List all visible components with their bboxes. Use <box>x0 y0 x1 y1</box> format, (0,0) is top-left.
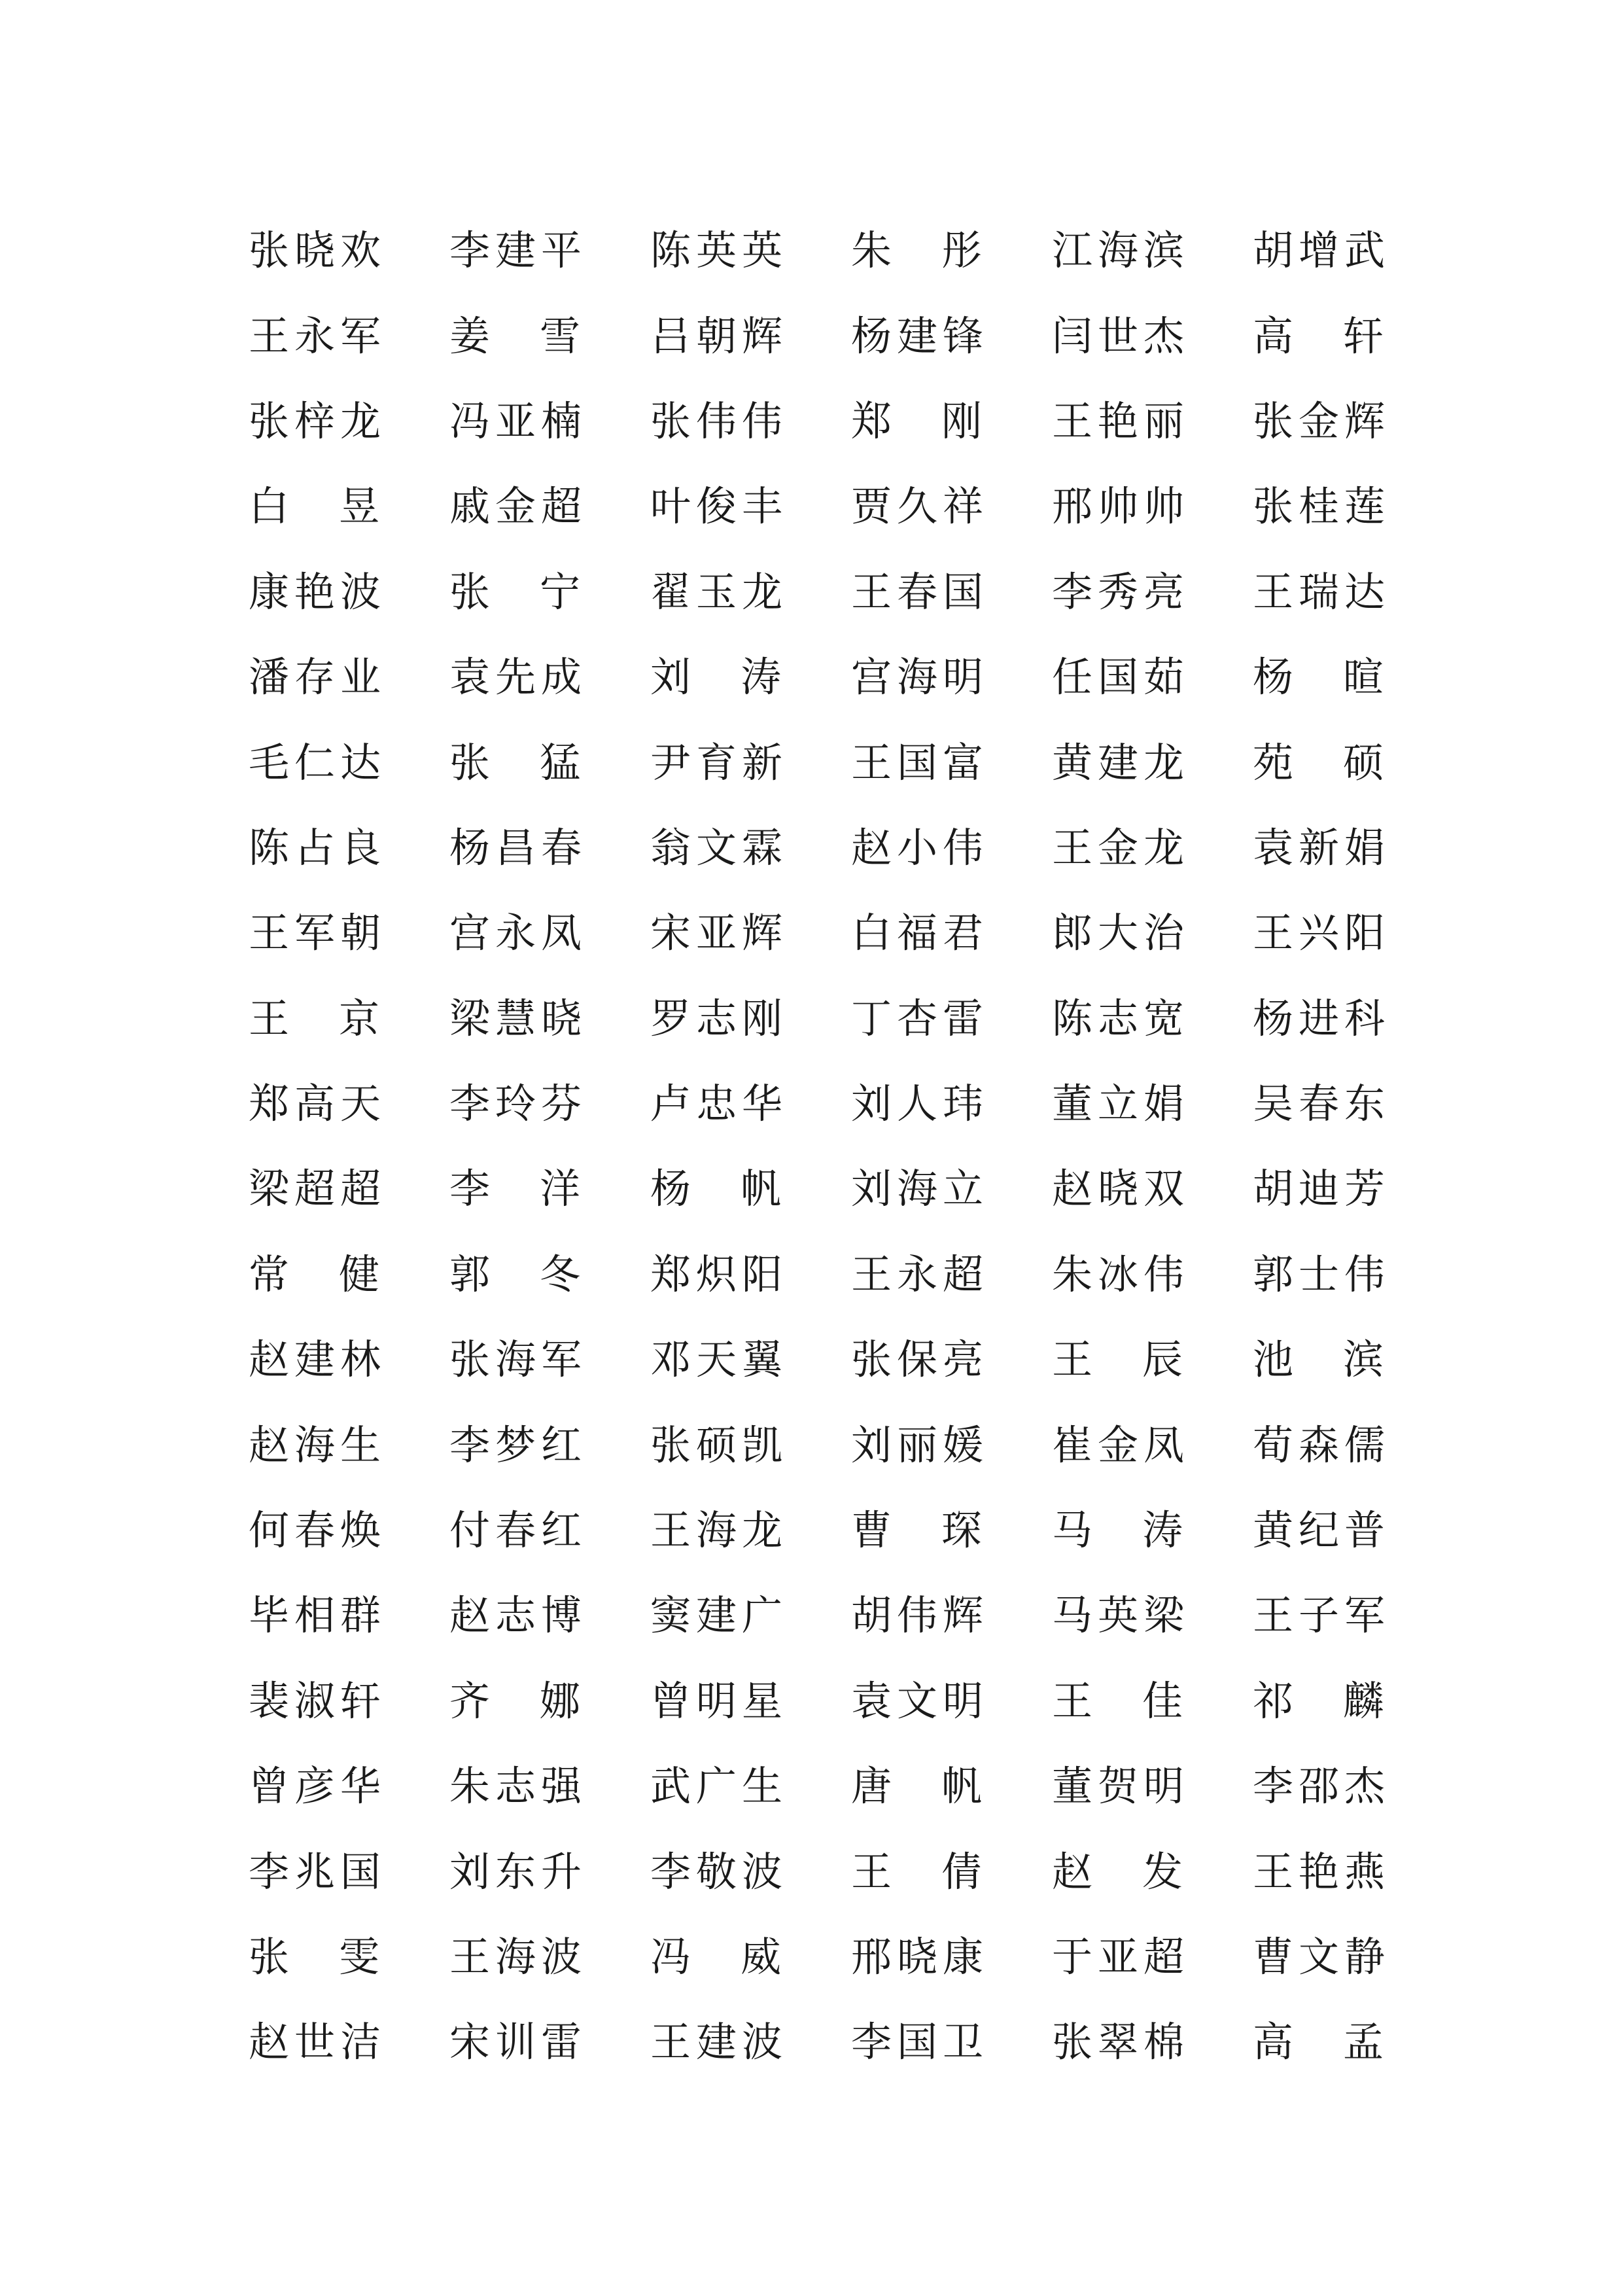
name-char: 猛 <box>539 738 580 786</box>
name-cell: 叶俊丰 <box>650 482 788 531</box>
name-char: 孟 <box>1342 2018 1384 2066</box>
name-char: 张 <box>449 567 491 616</box>
name-cell: 窦建广 <box>650 1591 788 1640</box>
name-cell <box>1052 1506 1183 1555</box>
name-char: 白 <box>249 482 290 531</box>
name-char: 倩 <box>941 1847 982 1896</box>
name-cell: 宫永凤 <box>449 909 587 957</box>
name-char: 暄 <box>1342 653 1384 701</box>
name-cell: 尹育新 <box>650 738 788 786</box>
name-cell: 荀森儒 <box>1253 1421 1391 1469</box>
name-char: 张 <box>449 738 491 786</box>
name-char: 辰 <box>1142 1335 1183 1384</box>
name-char: 齐 <box>449 1676 491 1725</box>
name-char: 威 <box>740 1933 781 1981</box>
name-cell: 赵建林 <box>249 1335 387 1384</box>
name-char: 昱 <box>338 482 379 531</box>
name-row <box>249 720 1384 805</box>
name-cell: 刘丽媛 <box>851 1421 989 1469</box>
name-cell: 李兆国 <box>249 1847 387 1896</box>
name-char: 常 <box>249 1250 290 1298</box>
name-cell: 邓天翼 <box>650 1335 788 1384</box>
name-char: 唐 <box>851 1762 892 1810</box>
name-char: 赵 <box>1052 1847 1093 1896</box>
name-char: 轩 <box>1342 311 1384 360</box>
name-cell: 吕朝辉 <box>650 311 788 360</box>
name-row <box>249 1744 1391 1829</box>
name-cell: 于亚超 <box>1052 1933 1190 1981</box>
name-cell: 刘人玮 <box>851 1080 989 1128</box>
name-char: 曹 <box>851 1506 892 1555</box>
name-cell: 王兴阳 <box>1253 909 1391 957</box>
name-cell: 李敬波 <box>650 1847 788 1896</box>
name-cell: 朱志强 <box>449 1762 587 1810</box>
name-cell: 刘海立 <box>851 1165 989 1213</box>
name-row <box>249 293 1384 378</box>
name-char: 刚 <box>941 397 982 445</box>
name-cell: 崔金凤 <box>1052 1421 1190 1469</box>
name-char: 王 <box>1052 1676 1093 1725</box>
name-cell: 黄纪普 <box>1253 1506 1391 1555</box>
name-cell: 张保亮 <box>851 1335 989 1384</box>
name-cell: 冯亚楠 <box>449 397 587 445</box>
name-cell: 付春红 <box>449 1506 587 1555</box>
name-cell: 赵海生 <box>249 1421 387 1469</box>
name-cell: 曹文静 <box>1253 1933 1391 1981</box>
name-cell: 王国富 <box>851 738 989 786</box>
name-cell: 白福君 <box>851 909 989 957</box>
name-cell: 赵小伟 <box>851 823 989 872</box>
name-char: 姜 <box>449 311 491 360</box>
name-char: 涛 <box>740 653 781 701</box>
name-cell: 朱冰伟 <box>1052 1250 1190 1298</box>
name-cell: 董贺明 <box>1052 1762 1190 1810</box>
name-cell <box>249 994 379 1042</box>
name-cell: 袁文明 <box>851 1676 989 1725</box>
name-cell: 郑高天 <box>249 1080 387 1128</box>
name-row <box>249 1317 1384 1402</box>
name-row <box>249 976 1391 1061</box>
name-char: 雪 <box>539 311 580 360</box>
name-cell: 邢晓康 <box>851 1933 989 1981</box>
name-row <box>249 635 1384 720</box>
name-cell: 翟玉龙 <box>650 567 788 616</box>
name-char: 张 <box>249 1933 290 1981</box>
name-char: 帆 <box>740 1165 781 1213</box>
name-cell: 王瑞达 <box>1253 567 1391 616</box>
name-cell: 王海波 <box>449 1933 587 1981</box>
name-char: 郑 <box>851 397 892 445</box>
name-cell <box>650 1933 781 1981</box>
name-row <box>249 891 1391 976</box>
name-cell: 赵世洁 <box>249 2018 387 2066</box>
name-cell <box>851 226 982 275</box>
name-cell: 江海滨 <box>1052 226 1190 275</box>
name-cell: 张翠棉 <box>1052 2018 1190 2066</box>
name-cell <box>1253 1335 1384 1384</box>
name-cell <box>1052 1335 1183 1384</box>
name-cell: 黄建龙 <box>1052 738 1190 786</box>
name-cell: 王金龙 <box>1052 823 1190 872</box>
name-cell: 张海军 <box>449 1335 587 1384</box>
name-cell: 王艳燕 <box>1253 1847 1391 1896</box>
name-list-grid <box>249 208 1391 2085</box>
name-cell <box>449 1676 580 1725</box>
name-cell: 卢忠华 <box>650 1080 788 1128</box>
name-row <box>249 1573 1391 1658</box>
name-cell: 王永超 <box>851 1250 989 1298</box>
name-cell: 李玲芬 <box>449 1080 587 1128</box>
name-cell: 梁超超 <box>249 1165 387 1213</box>
name-cell: 杨进科 <box>1253 994 1391 1042</box>
name-cell: 张梓龙 <box>249 397 387 445</box>
name-char: 李 <box>449 1165 491 1213</box>
name-cell: 陈英英 <box>650 226 788 275</box>
name-cell: 毛仁达 <box>249 738 387 786</box>
name-cell: 胡伟辉 <box>851 1591 989 1640</box>
name-cell: 王海龙 <box>650 1506 788 1555</box>
name-cell <box>1253 653 1384 701</box>
name-cell: 梁慧晓 <box>449 994 587 1042</box>
name-cell: 贾久祥 <box>851 482 989 531</box>
name-cell <box>449 1250 580 1298</box>
name-cell: 王建波 <box>650 2018 788 2066</box>
name-cell <box>1052 1676 1183 1725</box>
name-cell: 宋训雷 <box>449 2018 587 2066</box>
name-char: 娜 <box>539 1676 580 1725</box>
name-cell: 张桂莲 <box>1253 482 1391 531</box>
name-char: 琛 <box>941 1506 982 1555</box>
name-cell: 潘存业 <box>249 653 387 701</box>
name-cell: 袁先成 <box>449 653 587 701</box>
name-cell: 张晓欢 <box>249 226 387 275</box>
name-cell <box>851 1762 982 1810</box>
name-char: 佳 <box>1142 1676 1183 1725</box>
name-cell: 吴春东 <box>1253 1080 1391 1128</box>
name-char: 健 <box>338 1250 379 1298</box>
name-cell: 杨昌春 <box>449 823 587 872</box>
name-char: 苑 <box>1253 738 1294 786</box>
name-cell: 邢帅帅 <box>1052 482 1190 531</box>
name-cell: 毕相群 <box>249 1591 387 1640</box>
name-cell: 陈占良 <box>249 823 387 872</box>
name-cell <box>1253 2018 1384 2066</box>
name-row <box>249 805 1391 891</box>
name-char: 朱 <box>851 226 892 275</box>
name-char: 冯 <box>650 1933 691 1981</box>
name-cell: 李建平 <box>449 226 587 275</box>
name-cell: 胡增武 <box>1253 226 1391 275</box>
name-char: 帆 <box>941 1762 982 1810</box>
name-char: 彤 <box>941 226 982 275</box>
name-char: 发 <box>1142 1847 1183 1896</box>
name-cell <box>1253 738 1384 786</box>
name-cell: 戚金超 <box>449 482 587 531</box>
name-char: 雯 <box>338 1933 379 1981</box>
name-row <box>249 550 1391 635</box>
name-row <box>249 1488 1391 1573</box>
name-cell: 李秀亮 <box>1052 567 1190 616</box>
name-cell: 张硕凯 <box>650 1421 788 1469</box>
name-cell: 翁文霖 <box>650 823 788 872</box>
name-cell: 武广生 <box>650 1762 788 1810</box>
name-cell: 何春焕 <box>249 1506 387 1555</box>
name-cell: 胡迪芳 <box>1253 1165 1391 1213</box>
name-cell: 王春国 <box>851 567 989 616</box>
name-cell: 郑炽阳 <box>650 1250 788 1298</box>
name-cell: 袁新娟 <box>1253 823 1391 872</box>
name-cell: 康艳波 <box>249 567 387 616</box>
name-cell: 马英梁 <box>1052 1591 1190 1640</box>
name-cell <box>851 397 982 445</box>
name-cell: 曾彦华 <box>249 1762 387 1810</box>
name-cell: 郭士伟 <box>1253 1250 1391 1298</box>
name-cell <box>249 1933 379 1981</box>
name-cell: 宋亚辉 <box>650 909 788 957</box>
name-cell: 丁杏雷 <box>851 994 989 1042</box>
name-row <box>249 1915 1391 2000</box>
name-cell: 张伟伟 <box>650 397 788 445</box>
name-cell: 李梦红 <box>449 1421 587 1469</box>
name-char: 高 <box>1253 311 1294 360</box>
name-row <box>249 1829 1391 1914</box>
name-row <box>249 379 1391 464</box>
name-cell: 裴淑轩 <box>249 1676 387 1725</box>
name-cell: 宫海明 <box>851 653 989 701</box>
name-row <box>249 2000 1384 2085</box>
name-char: 高 <box>1253 2018 1294 2066</box>
name-char: 杨 <box>650 1165 691 1213</box>
name-cell: 赵晓双 <box>1052 1165 1190 1213</box>
name-char: 麟 <box>1342 1676 1384 1725</box>
name-cell <box>449 1165 580 1213</box>
name-cell: 任国茹 <box>1052 653 1190 701</box>
name-char: 马 <box>1052 1506 1093 1555</box>
name-cell: 曾明星 <box>650 1676 788 1725</box>
name-cell: 闫世杰 <box>1052 311 1190 360</box>
name-char: 涛 <box>1142 1506 1183 1555</box>
name-char: 王 <box>1052 1335 1093 1384</box>
name-cell: 董立娟 <box>1052 1080 1190 1128</box>
name-cell: 王艳丽 <box>1052 397 1190 445</box>
name-cell <box>851 1847 982 1896</box>
name-cell: 陈志宽 <box>1052 994 1190 1042</box>
name-cell: 杨建锋 <box>851 311 989 360</box>
name-cell: 张金辉 <box>1253 397 1391 445</box>
name-char: 池 <box>1253 1335 1294 1384</box>
name-row <box>249 1659 1384 1744</box>
name-cell: 王永军 <box>249 311 387 360</box>
name-cell <box>449 738 580 786</box>
name-cell <box>449 567 580 616</box>
name-char: 杨 <box>1253 653 1294 701</box>
name-char: 洋 <box>539 1165 580 1213</box>
name-cell: 李邵杰 <box>1253 1762 1391 1810</box>
name-char: 刘 <box>650 653 691 701</box>
name-cell <box>1052 1847 1183 1896</box>
name-char: 冬 <box>539 1250 580 1298</box>
name-char: 祁 <box>1253 1676 1294 1725</box>
name-cell: 王子军 <box>1253 1591 1391 1640</box>
name-cell <box>650 1165 781 1213</box>
name-row <box>249 208 1391 293</box>
name-char: 京 <box>338 994 379 1042</box>
name-cell: 罗志刚 <box>650 994 788 1042</box>
name-row <box>249 1232 1391 1317</box>
name-char: 滨 <box>1342 1335 1384 1384</box>
name-cell <box>851 1506 982 1555</box>
name-cell: 李国卫 <box>851 2018 989 2066</box>
name-char: 硕 <box>1342 738 1384 786</box>
name-row <box>249 1402 1391 1487</box>
name-row <box>249 464 1391 549</box>
name-cell: 郎大治 <box>1052 909 1190 957</box>
name-cell <box>650 653 781 701</box>
name-cell <box>1253 1676 1384 1725</box>
name-cell: 王军朝 <box>249 909 387 957</box>
name-cell: 赵志博 <box>449 1591 587 1640</box>
name-char: 郭 <box>449 1250 491 1298</box>
name-cell <box>1253 311 1384 360</box>
name-cell <box>249 482 379 531</box>
name-char: 王 <box>249 994 290 1042</box>
name-char: 宁 <box>539 567 580 616</box>
name-row <box>249 1146 1391 1231</box>
name-cell: 刘东升 <box>449 1847 587 1896</box>
name-cell <box>249 1250 379 1298</box>
name-cell <box>449 311 580 360</box>
name-char: 王 <box>851 1847 892 1896</box>
name-row <box>249 1061 1391 1146</box>
